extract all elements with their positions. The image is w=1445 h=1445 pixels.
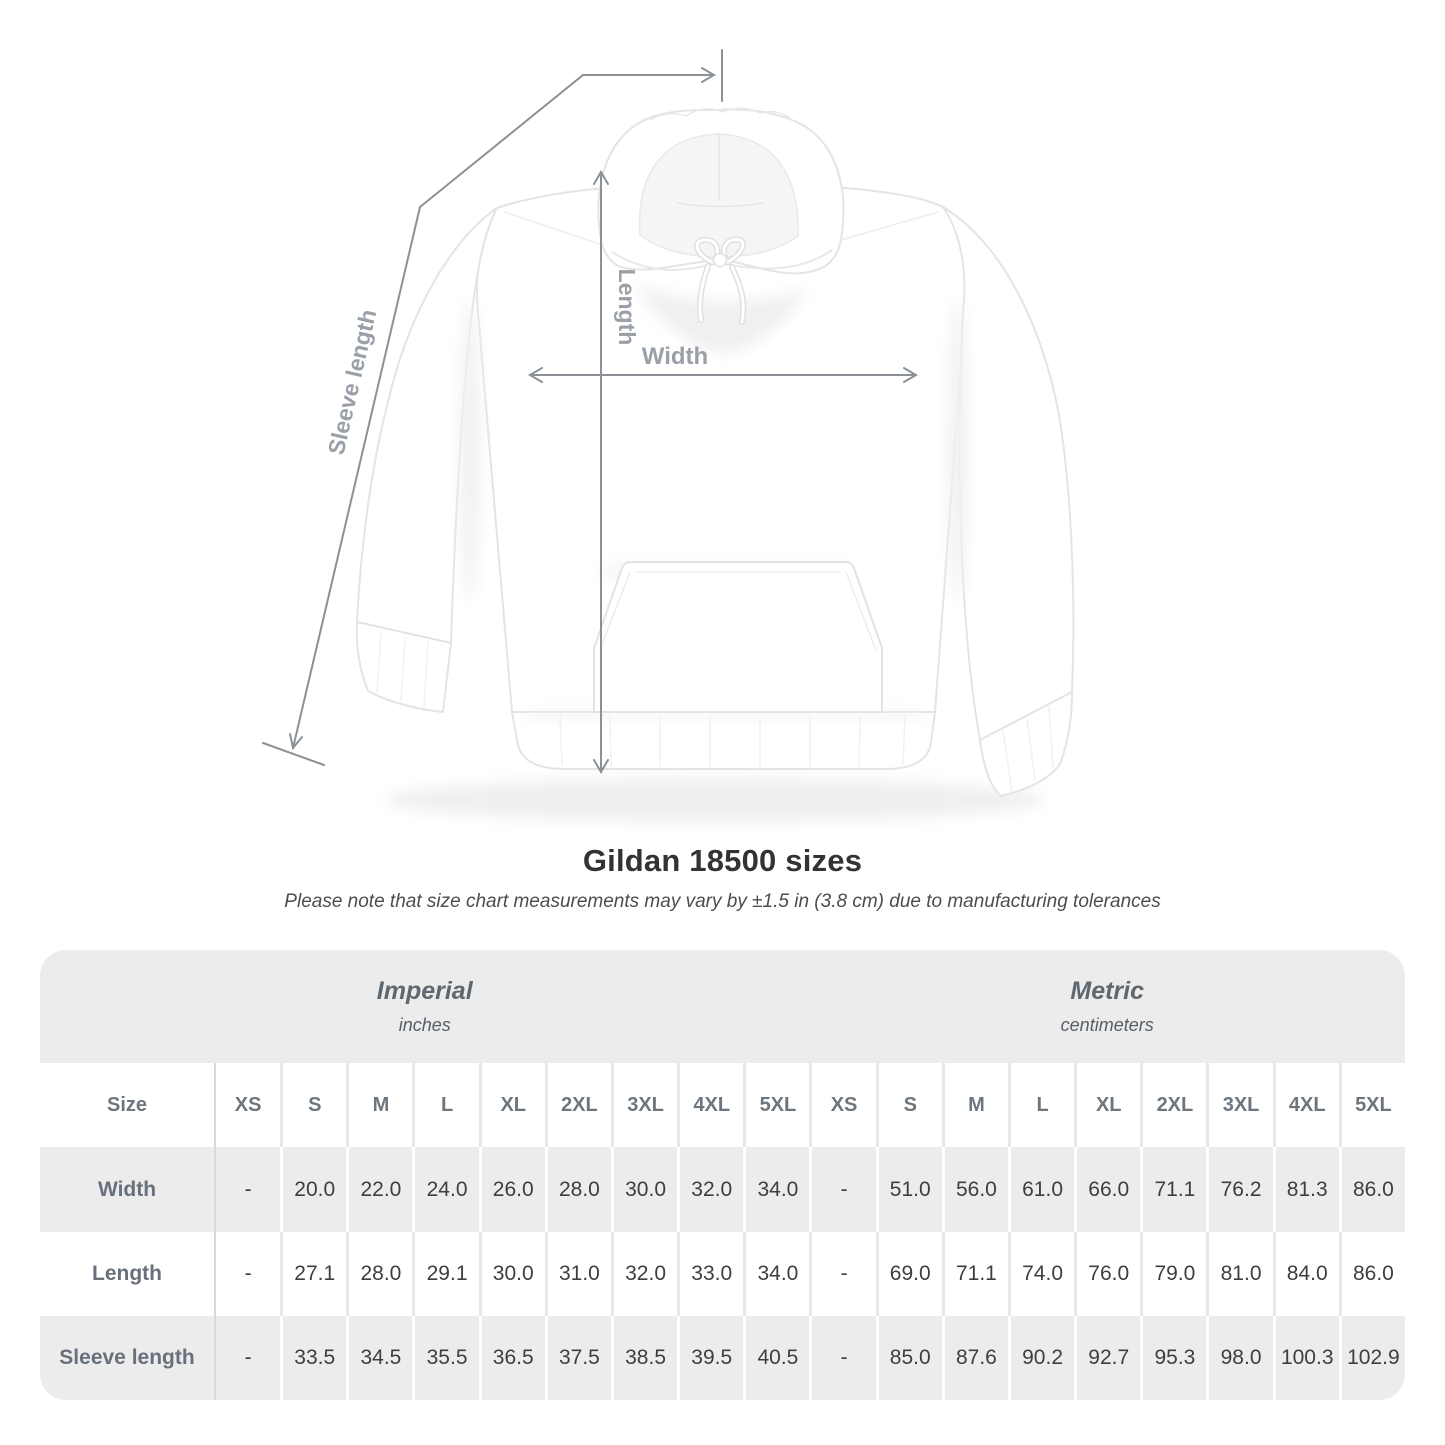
value-cell: 30.0: [479, 1232, 545, 1316]
value-cell: 98.0: [1206, 1316, 1272, 1400]
value-cell: 36.5: [479, 1316, 545, 1400]
value-cell: 34.5: [346, 1316, 412, 1400]
size-col-header: 4XL: [1273, 1063, 1339, 1147]
section-imperial-unit: inches: [398, 1015, 451, 1035]
value-cell: 81.3: [1273, 1147, 1339, 1232]
value-cell: -: [809, 1147, 875, 1232]
length-label: Length: [614, 268, 640, 346]
size-col-header: S: [876, 1063, 942, 1147]
value-cell: 28.0: [545, 1147, 611, 1232]
size-col-header: M: [942, 1063, 1008, 1147]
value-cell: 87.6: [942, 1316, 1008, 1400]
value-cell: 33.0: [677, 1232, 743, 1316]
value-cell: 20.0: [280, 1147, 346, 1232]
section-metric: [809, 950, 1405, 1063]
size-col-header: 5XL: [1339, 1063, 1405, 1147]
hoodie-illustration: [357, 108, 1074, 796]
value-cell: -: [809, 1316, 875, 1400]
unit-band: [40, 950, 1405, 1063]
size-chart-title: Gildan 18500 sizes: [582, 843, 863, 878]
width-label: Width: [641, 343, 709, 370]
row-label-width: Width: [40, 1147, 214, 1232]
size-col-header: XL: [479, 1063, 545, 1147]
value-cell: 71.1: [942, 1232, 1008, 1316]
value-cell: 32.0: [611, 1232, 677, 1316]
value-cell: 66.0: [1074, 1147, 1140, 1232]
size-col-header: L: [412, 1063, 478, 1147]
value-cell: 84.0: [1273, 1232, 1339, 1316]
size-col-header: XL: [1074, 1063, 1140, 1147]
hoodie-pocket: [594, 562, 882, 712]
size-header-cell: Size: [106, 1093, 148, 1116]
value-cell: 34.0: [743, 1232, 809, 1316]
size-col-header: 5XL: [743, 1063, 809, 1147]
value-cell: 40.5: [743, 1316, 809, 1400]
value-cell: 56.0: [942, 1147, 1008, 1232]
value-cell: 81.0: [1206, 1232, 1272, 1316]
value-cell: -: [809, 1232, 875, 1316]
value-cell: 51.0: [876, 1147, 942, 1232]
value-cell: 33.5: [280, 1316, 346, 1400]
tolerance-note: Please note that size chart measurements may vary by ±1.5 in (3.8 cm) due to manufacturing tolerances: [284, 891, 1161, 912]
value-cell: 35.5: [412, 1316, 478, 1400]
value-cell: 102.9: [1339, 1316, 1405, 1400]
size-col-header: 4XL: [677, 1063, 743, 1147]
section-imperial: [40, 950, 809, 1063]
size-col-header: 2XL: [1140, 1063, 1206, 1147]
value-cell: 71.1: [1140, 1147, 1206, 1232]
value-cell: 37.5: [545, 1316, 611, 1400]
value-cell: 95.3: [1140, 1316, 1206, 1400]
value-cell: 76.2: [1206, 1147, 1272, 1232]
hoodie-hem-band: [512, 712, 935, 769]
value-cell: 90.2: [1008, 1316, 1074, 1400]
value-cell: 100.3: [1273, 1316, 1339, 1400]
value-cell: 24.0: [412, 1147, 478, 1232]
row-label-length: Length: [92, 1262, 162, 1285]
size-col-header: 3XL: [611, 1063, 677, 1147]
value-cell: 39.5: [677, 1316, 743, 1400]
section-metric-name: Metric: [1070, 977, 1145, 1005]
value-cell: 76.0: [1074, 1232, 1140, 1316]
section-imperial-name: Imperial: [376, 977, 473, 1005]
value-cell: 29.1: [412, 1232, 478, 1316]
hoodie-shadow: [385, 778, 1045, 822]
size-col-header: XS: [809, 1063, 875, 1147]
value-cell: 34.0: [743, 1147, 809, 1232]
value-cell: 85.0: [876, 1316, 942, 1400]
value-cell: -: [214, 1147, 280, 1232]
value-cell: 31.0: [545, 1232, 611, 1316]
value-cell: 74.0: [1008, 1232, 1074, 1316]
section-metric-unit: centimeters: [1060, 1015, 1154, 1035]
size-col-header: 3XL: [1206, 1063, 1272, 1147]
row-label-sleeve-length: Sleeve length: [40, 1316, 214, 1400]
size-col-header: M: [346, 1063, 412, 1147]
size-col-header: L: [1008, 1063, 1074, 1147]
value-cell: 69.0: [876, 1232, 942, 1316]
size-col-header: XS: [214, 1063, 280, 1147]
value-cell: 79.0: [1140, 1232, 1206, 1316]
value-cell: 28.0: [346, 1232, 412, 1316]
size-col-header: S: [280, 1063, 346, 1147]
value-cell: -: [214, 1316, 280, 1400]
value-cell: 61.0: [1008, 1147, 1074, 1232]
size-col-header: 2XL: [545, 1063, 611, 1147]
size-table: [40, 950, 1405, 1400]
value-cell: 86.0: [1339, 1147, 1405, 1232]
value-cell: 38.5: [611, 1316, 677, 1400]
value-cell: 32.0: [677, 1147, 743, 1232]
value-cell: -: [214, 1232, 280, 1316]
sleeve-length-label: Sleeve length: [322, 306, 382, 458]
value-cell: 26.0: [479, 1147, 545, 1232]
value-cell: 30.0: [611, 1147, 677, 1232]
value-cell: 86.0: [1339, 1232, 1405, 1316]
value-cell: 92.7: [1074, 1316, 1140, 1400]
value-cell: 27.1: [280, 1232, 346, 1316]
value-cell: 22.0: [346, 1147, 412, 1232]
